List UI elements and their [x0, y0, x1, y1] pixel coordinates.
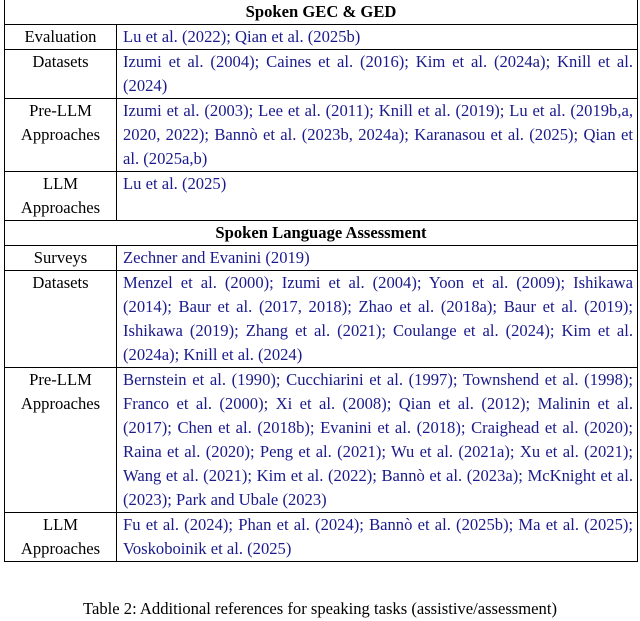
references-cell[interactable]: Lu et al. (2022); Qian et al. (2025b): [117, 25, 638, 50]
category-cell: Datasets: [5, 271, 117, 368]
category-cell: Surveys: [5, 246, 117, 271]
references-cell[interactable]: Izumi et al. (2004); Caines et al. (2016); Kim et al. (2024a); Knill et al. (2024): [117, 50, 638, 99]
references-cell[interactable]: Menzel et al. (2000); Izumi et al. (2004); Yoon et al. (2009); Ishikawa (2014); Baur et al. (2017, 2018); Zhao et al. (2018a); Baur et al. (2019); Ishikawa (2019); Zhang et al. (2021); Coulange et al. (2024); Kim et al. (2024a); Knill et al. (2024): [117, 271, 638, 368]
table-row: [5, 99, 638, 172]
references-cell[interactable]: Izumi et al. (2003); Lee et al. (2011); Knill et al. (2019); Lu et al. (2019b,a, 2020, 2022); Bannò et al. (2023b, 2024a); Karanasou et al. (2025); Qian et al. (2025a,b): [117, 99, 638, 172]
references-cell[interactable]: Zechner and Evanini (2019): [117, 246, 638, 271]
table-row: [5, 368, 638, 513]
table-row: [5, 172, 638, 221]
category-cell: Datasets: [5, 50, 117, 99]
table-row: [5, 513, 638, 562]
table-caption: Table 2: Additional references for speaking tasks (assistive/assessment): [83, 599, 557, 618]
category-cell: Evaluation: [5, 25, 117, 50]
section-header-row: [5, 0, 638, 25]
section-title: Spoken Language Assessment: [5, 221, 638, 246]
table-row: [5, 50, 638, 99]
table-row: [5, 25, 638, 50]
references-cell[interactable]: Fu et al. (2024); Phan et al. (2024); Bannò et al. (2025b); Ma et al. (2025); Voskoboinik et al. (2025): [117, 513, 638, 562]
section-title: Spoken GEC & GED: [5, 0, 638, 25]
table-row: [5, 246, 638, 271]
reference-table: [4, 0, 638, 562]
references-cell[interactable]: Lu et al. (2025): [117, 172, 638, 221]
table-row: [5, 271, 638, 368]
category-cell: Pre-LLM Approaches: [5, 99, 117, 172]
section-header-row: [5, 221, 638, 246]
category-cell: Pre-LLM Approaches: [5, 368, 117, 513]
category-cell: LLM Approaches: [5, 513, 117, 562]
references-cell[interactable]: Bernstein et al. (1990); Cucchiarini et al. (1997); Townshend et al. (1998); Franco et al. (2000); Xi et al. (2008); Qian et al. (2012); Malinin et al. (2017); Chen et al. (2018b); Evanini et al. (2018); Craighead et al. (2020); Raina et al. (2020); Peng et al. (2021); Wu et al. (2021a); Xu et al. (2021); Wang et al. (2021); Kim et al. (2022); Bannò et al. (2023a); McKnight et al. (2023); Park and Ubale (2023): [117, 368, 638, 513]
category-cell: LLM Approaches: [5, 172, 117, 221]
